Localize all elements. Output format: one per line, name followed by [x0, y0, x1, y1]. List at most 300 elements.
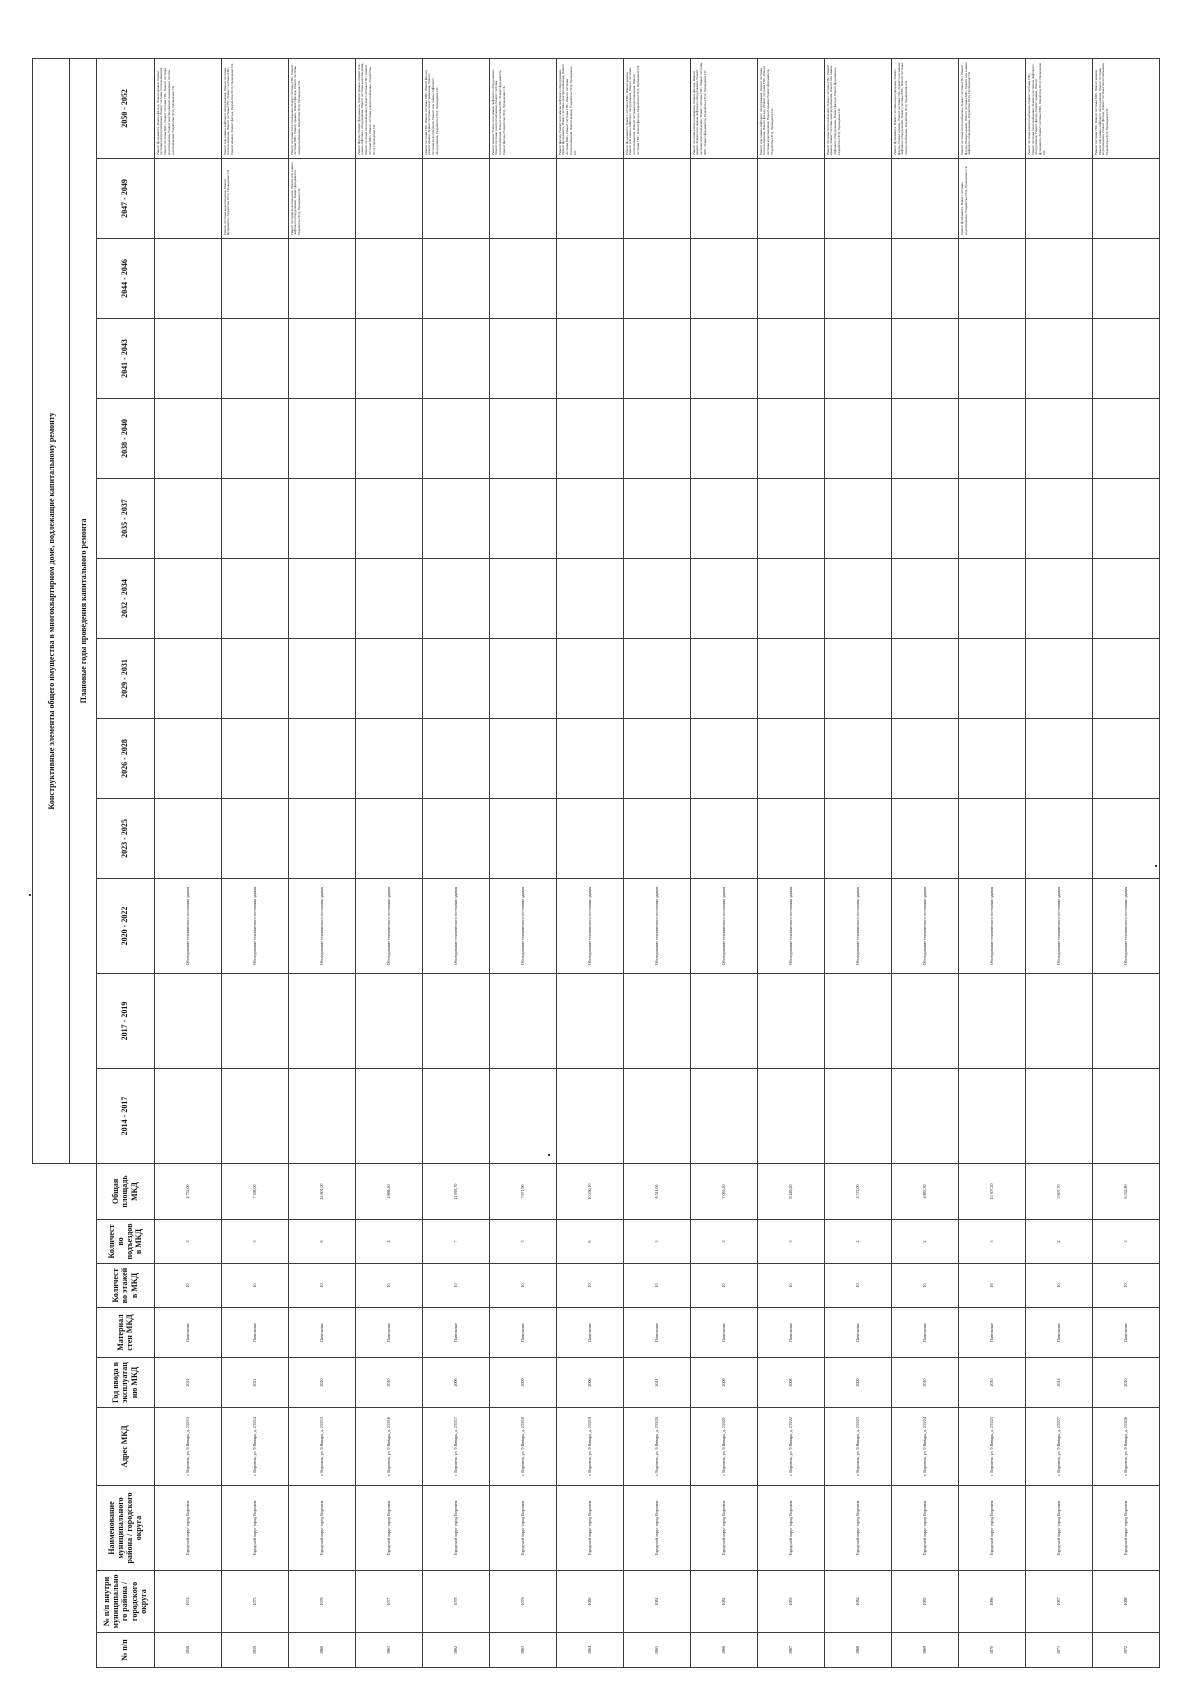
row-period-works: [690, 798, 757, 878]
row-period-works: [1025, 238, 1092, 318]
row-period-works: [355, 478, 422, 558]
row-year-built: 2010: [958, 1358, 1025, 1408]
row-entrances: 2: [1025, 1220, 1092, 1264]
row-address: г. Воронеж, ул. 9 Января, д. 233/15: [154, 1408, 221, 1486]
row-floors: 10: [355, 1264, 422, 1308]
column-header-number: № п/п: [96, 1633, 154, 1668]
row-period-works: [556, 638, 623, 718]
row-municipality: Городской округ город Воронеж: [623, 1486, 690, 1571]
row-period-works: [690, 638, 757, 718]
row-total-area: 4 868,20: [355, 1163, 422, 1219]
row-total-area: 11 693,70: [422, 1163, 489, 1219]
row-period-works: [623, 1068, 690, 1163]
row-period-works: [623, 638, 690, 718]
row-period-works: [1025, 318, 1092, 398]
row-period-works: [154, 238, 221, 318]
row-period-works: [757, 798, 824, 878]
column-header-period: 2029 - 2031: [96, 638, 154, 718]
row-period-works: [1025, 718, 1092, 798]
row-municipal-number: 1075: [221, 1571, 288, 1633]
row-period-works: [623, 798, 690, 878]
row-period-works: [1025, 398, 1092, 478]
row-period-works: [221, 558, 288, 638]
section-title: Конструктивные элементы общего имущества в многоквартирном доме, подлежащие капитальному ремонту: [33, 58, 70, 1163]
row-period-works: [221, 973, 288, 1068]
row-period-works: [556, 718, 623, 798]
column-header-period: 2041 - 2043: [96, 318, 154, 398]
row-total-area: 6 532,80: [1092, 1163, 1159, 1219]
row-total-area: 4 752,00: [154, 1163, 221, 1219]
rotated-document-page: [32, 62, 1160, 1668]
row-period-works: Обследование технического состояния здания: [757, 878, 824, 973]
row-period-works: [489, 158, 556, 238]
row-period-works: [489, 638, 556, 718]
row-period-works: [221, 638, 288, 718]
column-header-floors: Количество этажей в МКД: [96, 1264, 154, 1308]
row-period-works: Обследование технического состояния здания: [221, 878, 288, 973]
table-row: [288, 58, 355, 1667]
row-period-works: [422, 158, 489, 238]
row-period-works: [1092, 1068, 1159, 1163]
row-period-works: [690, 158, 757, 238]
row-period-works: [288, 973, 355, 1068]
row-period-works: Обследование технического состояния здания: [489, 878, 556, 973]
row-period-works: [154, 478, 221, 558]
row-year-built: 2006: [556, 1358, 623, 1408]
row-entrances: 6: [288, 1220, 355, 1264]
row-period-works: [1092, 973, 1159, 1068]
row-total-area: 8 449,20: [757, 1163, 824, 1219]
row-period-works: [556, 158, 623, 238]
row-period-works: Ремонт системы ГВС, Ремонт системы ХВС, Ремонт крыши, Ремонт или замена лифтового оборудования, Ремонт системы водоотведения, Ремонт фасада, Ремонт системы теплоснабжения, Разработка ПСД, Проведение СК: [1092, 58, 1159, 158]
column-header-period: 2050 - 2052: [96, 58, 154, 158]
row-period-works: [489, 478, 556, 558]
row-period-works: [422, 973, 489, 1068]
row-entrances: 3: [690, 1220, 757, 1264]
row-municipal-number: 1084: [824, 1571, 891, 1633]
row-period-works: [355, 238, 422, 318]
row-entrances: 3: [757, 1220, 824, 1264]
row-year-built: 2011: [221, 1358, 288, 1408]
row-municipality: Городской округ город Воронеж: [891, 1486, 958, 1571]
row-entrances: 3: [221, 1220, 288, 1264]
row-period-works: [1025, 638, 1092, 718]
row-period-works: Обследование технического состояния здания: [690, 878, 757, 973]
row-period-works: [288, 478, 355, 558]
row-number: 1860: [288, 1633, 355, 1668]
row-period-works: [154, 798, 221, 878]
row-period-works: [422, 318, 489, 398]
row-floors: 10: [891, 1264, 958, 1308]
column-header-period: 2032 - 2034: [96, 558, 154, 638]
row-floors: 10: [422, 1264, 489, 1308]
row-period-works: [891, 718, 958, 798]
row-period-works: [355, 158, 422, 238]
row-total-area: 5 607,70: [1025, 1163, 1092, 1219]
row-entrances: 4: [355, 1220, 422, 1264]
row-period-works: [556, 238, 623, 318]
row-floors: 10: [288, 1264, 355, 1308]
row-number: 1865: [623, 1633, 690, 1668]
column-header-period: 2026 - 2028: [96, 718, 154, 798]
row-period-works: [824, 478, 891, 558]
row-period-works: Ремонт системы электроснабжения, Ремонт системы ГВС, Ремонт системы теплоснабжения, Ремонт или замена лифтового оборудования, Ремонт фасада, Ремонт крыши, Ремонт фундамента, Ремонт системы ХВС, Разработка ПСД, Проведение СК: [1025, 58, 1092, 158]
row-period-works: [1025, 478, 1092, 558]
row-floors: 10: [1092, 1264, 1159, 1308]
row-wall-material: Панельные: [154, 1308, 221, 1358]
row-number: 1869: [891, 1633, 958, 1668]
row-entrances: 3: [623, 1220, 690, 1264]
row-entrances: 3: [154, 1220, 221, 1264]
row-period-works: [288, 238, 355, 318]
row-entrances: 2: [824, 1220, 891, 1264]
row-period-works: [891, 1068, 958, 1163]
row-period-works: [221, 1068, 288, 1163]
row-period-works: [1092, 558, 1159, 638]
row-period-works: [288, 638, 355, 718]
row-period-works: Обследование технического состояния здания: [556, 878, 623, 973]
row-number: 1868: [824, 1633, 891, 1668]
row-entrances: 3: [489, 1220, 556, 1264]
column-header-period: 2023 - 2025: [96, 798, 154, 878]
row-period-works: [355, 558, 422, 638]
row-number: 1872: [1092, 1633, 1159, 1668]
row-number: 1870: [958, 1633, 1025, 1668]
row-period-works: [824, 973, 891, 1068]
row-period-works: [757, 398, 824, 478]
column-header-period: 2035 - 2037: [96, 478, 154, 558]
table-row: [489, 58, 556, 1667]
row-period-works: [221, 238, 288, 318]
row-municipal-number: 1083: [757, 1571, 824, 1633]
row-floors: 10: [690, 1264, 757, 1308]
row-total-area: 10 290,10: [556, 1163, 623, 1219]
row-municipal-number: 1088: [1092, 1571, 1159, 1633]
row-period-works: [489, 238, 556, 318]
column-header-wall-material: Материал стен МКД: [96, 1308, 154, 1358]
row-address: г. Воронеж, ул. 9 Января, д. 233/13: [288, 1408, 355, 1486]
row-period-works: [1092, 638, 1159, 718]
row-period-works: [556, 798, 623, 878]
row-period-works: [891, 638, 958, 718]
row-period-works: [623, 398, 690, 478]
row-period-works: [891, 478, 958, 558]
row-period-works: [556, 398, 623, 478]
scan-speck: [548, 1154, 550, 1156]
row-total-area: 4 572,00: [824, 1163, 891, 1219]
table-row: [958, 58, 1025, 1667]
row-address: г. Воронеж, ул. 9 Января, д. 233/23: [824, 1408, 891, 1486]
row-wall-material: Панельные: [958, 1308, 1025, 1358]
row-year-built: 2006: [690, 1358, 757, 1408]
row-municipal-number: 1081: [623, 1571, 690, 1633]
column-header-period: 2044 - 2046: [96, 238, 154, 318]
row-period-works: [489, 718, 556, 798]
row-period-works: [1092, 158, 1159, 238]
row-period-works: [422, 238, 489, 318]
row-wall-material: Панельные: [757, 1308, 824, 1358]
row-period-works: [154, 638, 221, 718]
row-wall-material: Панельные: [355, 1308, 422, 1358]
table-row: [1025, 58, 1092, 1667]
row-municipality: Городской округ город Воронеж: [958, 1486, 1025, 1571]
row-period-works: [623, 973, 690, 1068]
plan-years-subtitle: Плановые годы проведения капитального ремонта: [70, 58, 96, 1163]
row-municipal-number: 1074: [154, 1571, 221, 1633]
row-total-area: 6 511,00: [623, 1163, 690, 1219]
row-address: г. Воронеж, ул. 9 Января, д. 233/26: [1092, 1408, 1159, 1486]
row-number: 1866: [690, 1633, 757, 1668]
row-period-works: [556, 478, 623, 558]
row-entrances: 7: [422, 1220, 489, 1264]
row-municipal-number: 1082: [690, 1571, 757, 1633]
row-period-works: [623, 238, 690, 318]
row-period-works: [154, 558, 221, 638]
row-year-built: 2010: [1092, 1358, 1159, 1408]
row-period-works: [422, 638, 489, 718]
row-period-works: [489, 558, 556, 638]
row-period-works: [1092, 318, 1159, 398]
row-period-works: [757, 973, 824, 1068]
row-period-works: [623, 478, 690, 558]
row-period-works: Ремонт системы электроснабжения, Ремонт фасада, Ремонт крыши, Ремонт или замена лифтового оборудования, Ремонт системы теплоснабжения, Ремонт системы ГВС, Ремонт системы ХВС, Ремонт фундамента, Разработка ПСД, Проведение СК: [690, 58, 757, 158]
row-municipality: Городской округ город Воронеж: [489, 1486, 556, 1571]
row-period-works: [690, 558, 757, 638]
row-period-works: Обследование технического состояния здания: [824, 878, 891, 973]
row-address: г. Воронеж, ул. 9 Января, д. 233/20: [623, 1408, 690, 1486]
row-total-area: 7 398,00: [221, 1163, 288, 1219]
row-period-works: [1025, 158, 1092, 238]
row-period-works: [690, 973, 757, 1068]
row-period-works: Обследование технического состояния здания: [422, 878, 489, 973]
row-municipality: Городской округ город Воронеж: [824, 1486, 891, 1571]
row-period-works: [958, 318, 1025, 398]
row-municipality: Городской округ город Воронеж: [690, 1486, 757, 1571]
row-period-works: [824, 718, 891, 798]
row-period-works: [556, 1068, 623, 1163]
row-period-works: [489, 1068, 556, 1163]
row-address: г. Воронеж, ул. 9 Января, д. 233/19: [556, 1408, 623, 1486]
row-period-works: Ремонт фундамента, Ремонт системы водоотведения, Разработка ПСД, Проведение СК: [958, 158, 1025, 238]
table-row: [556, 58, 623, 1667]
row-period-works: [958, 478, 1025, 558]
row-floors: 10: [154, 1264, 221, 1308]
row-entrances: 2: [891, 1220, 958, 1264]
row-period-works: [355, 1068, 422, 1163]
row-period-works: [958, 1068, 1025, 1163]
row-period-works: [1092, 398, 1159, 478]
row-period-works: Обследование технического состояния здания: [355, 878, 422, 973]
row-address: г. Воронеж, ул. 9 Января, д. 233/25: [958, 1408, 1025, 1486]
row-address: г. Воронеж, ул. 9 Января, д. 233/18: [489, 1408, 556, 1486]
row-period-works: Ремонт или замена лифтового оборудования, Ремонт системы теплоснабжения, Ремонт фасада, Ремонт системы ГВС, Ремонт системы водоотведения, Ремонт крыши, Ремонт фундамента, Разработка ПСД, Проведение СК: [757, 58, 824, 158]
row-floors: 10: [221, 1264, 288, 1308]
row-period-works: [556, 318, 623, 398]
table-row: [422, 58, 489, 1667]
column-header-total-area: Общая площадь МКД: [96, 1163, 154, 1219]
row-period-works: [489, 973, 556, 1068]
row-period-works: [489, 398, 556, 478]
column-header-period: 2038 - 2040: [96, 398, 154, 478]
row-period-works: [958, 398, 1025, 478]
row-number: 1859: [221, 1633, 288, 1668]
column-header-address: Адрес МКД: [96, 1408, 154, 1486]
row-floors: 10: [1025, 1264, 1092, 1308]
row-period-works: Ремонт фундамента, Ремонт фасада, Ремонт крыши, Ремонт системы электроснабжения, Ремонт системы теплоснабжения, Ремонт системы ХВС, Ремонт системы ГВС, Ремонт системы водоотведения, Ремонт внутридомовых инженерных систем газоснабжения, Разработка ПСД, Проведение СК: [154, 58, 221, 158]
row-period-works: [958, 638, 1025, 718]
row-period-works: [355, 398, 422, 478]
column-header-period: 2014 - 2017: [96, 1068, 154, 1163]
row-period-works: [355, 973, 422, 1068]
row-period-works: [958, 238, 1025, 318]
row-municipality: Городской округ город Воронеж: [154, 1486, 221, 1571]
row-total-area: 7 065,20: [690, 1163, 757, 1219]
column-header-municipality: Наименование муниципального района / городского округа: [96, 1486, 154, 1571]
row-floors: 10: [757, 1264, 824, 1308]
column-header-municipal-number: № п/п внутри муниципального района / городского округа: [96, 1571, 154, 1633]
table-row: [355, 58, 422, 1667]
row-period-works: [891, 398, 958, 478]
row-wall-material: Панельные: [556, 1308, 623, 1358]
row-municipal-number: 1077: [355, 1571, 422, 1633]
row-period-works: [757, 638, 824, 718]
row-period-works: [422, 718, 489, 798]
row-period-works: [154, 398, 221, 478]
row-year-built: 2010: [355, 1358, 422, 1408]
row-wall-material: Панельные: [288, 1308, 355, 1358]
row-period-works: [1025, 1068, 1092, 1163]
row-total-area: 7 671,90: [489, 1163, 556, 1219]
row-address: г. Воронеж, ул. 9 Января, д. 233/16: [355, 1408, 422, 1486]
row-year-built: 2010: [891, 1358, 958, 1408]
row-period-works: [891, 798, 958, 878]
row-address: г. Воронеж, ул. 9 Января, д. 233/21: [690, 1408, 757, 1486]
row-period-works: Обследование технического состояния здания: [891, 878, 958, 973]
row-floors: 10: [623, 1264, 690, 1308]
row-period-works: [1092, 238, 1159, 318]
row-municipal-number: 1076: [288, 1571, 355, 1633]
row-wall-material: Панельные: [1025, 1308, 1092, 1358]
row-period-works: [154, 718, 221, 798]
row-period-works: [824, 798, 891, 878]
row-period-works: [757, 238, 824, 318]
row-period-works: Ремонт системы ГВС, Ремонт системы ХВС, Ремонт фасада, Ремонт крыши, Ремонт системы теплоснабжения, Ремонт системы водоотведения, Ремонт или замена лифтового оборудования, Разработка ПСД, Проведение СК: [422, 58, 489, 158]
row-year-built: 2010: [288, 1358, 355, 1408]
row-period-works: [154, 158, 221, 238]
row-period-works: Обследование технического состояния здания: [958, 878, 1025, 973]
row-period-works: [824, 1068, 891, 1163]
row-address: г. Воронеж, ул. 9 Января, д. 233/17: [422, 1408, 489, 1486]
row-period-works: Обследование технического состояния здания: [1092, 878, 1159, 973]
row-year-built: 2011: [154, 1358, 221, 1408]
row-period-works: [891, 318, 958, 398]
row-period-works: Обследование технического состояния здания: [154, 878, 221, 973]
column-header-period: 2017 - 2019: [96, 973, 154, 1068]
capital-repair-table: [32, 58, 1160, 1668]
row-entrances: 3: [958, 1220, 1025, 1264]
row-period-works: [824, 398, 891, 478]
row-total-area: 4 883,30: [891, 1163, 958, 1219]
row-period-works: [690, 478, 757, 558]
row-year-built: 2006: [422, 1358, 489, 1408]
row-period-works: [221, 798, 288, 878]
row-period-works: [288, 718, 355, 798]
row-period-works: [757, 558, 824, 638]
row-number: 1861: [355, 1633, 422, 1668]
row-period-works: [958, 558, 1025, 638]
row-municipality: Городской округ город Воронеж: [1092, 1486, 1159, 1571]
row-period-works: [556, 973, 623, 1068]
row-period-works: [422, 398, 489, 478]
row-period-works: [757, 718, 824, 798]
row-period-works: [288, 558, 355, 638]
row-period-works: Ремонт системы теплоснабжения, Ремонт системы ГВС, Ремонт крыши, Ремонт системы электроснабжения, Ремонт или замена лифтового оборудования, Ремонт фасада, Ремонт фундамента, Разработка ПСД, Проведение СК: [824, 58, 891, 158]
row-municipal-number: 1078: [422, 1571, 489, 1633]
scan-speck: [1155, 865, 1157, 867]
row-period-works: Ремонт или замена лифтового оборудования, Ремонт системы теплоснабжения, Ремонт системы ГВС, Ремонт системы ХВС, Ремонт крыши, Ремонт фасада, Разработка ПСД, Проведение СК: [221, 58, 288, 158]
row-period-works: [757, 1068, 824, 1163]
row-period-works: [824, 558, 891, 638]
row-period-works: [422, 558, 489, 638]
row-number: 1863: [489, 1633, 556, 1668]
row-period-works: [958, 718, 1025, 798]
row-period-works: [690, 318, 757, 398]
row-period-works: Обследование технического состояния здания: [623, 878, 690, 973]
row-period-works: [1092, 718, 1159, 798]
row-floors: 10: [556, 1264, 623, 1308]
row-period-works: [690, 398, 757, 478]
row-floors: 10: [489, 1264, 556, 1308]
row-number: 1864: [556, 1633, 623, 1668]
row-period-works: Обследование технического состояния здания: [288, 878, 355, 973]
row-period-works: [489, 798, 556, 878]
row-entrances: 3: [1092, 1220, 1159, 1264]
row-address: г. Воронеж, ул. 9 Января, д. 233/24: [891, 1408, 958, 1486]
row-wall-material: Панельные: [824, 1308, 891, 1358]
row-municipality: Городской округ город Воронеж: [288, 1486, 355, 1571]
column-header-period: 2020 - 2022: [96, 878, 154, 973]
row-year-built: 2009: [824, 1358, 891, 1408]
row-period-works: [221, 478, 288, 558]
row-period-works: [824, 318, 891, 398]
row-period-works: Ремонт системы теплоснабжения, Ремонт системы ГВС, Ремонт системы ХВС, Ремонт крыши, Ремонт фасада, Ремонт системы электроснабжения, Разработка ПСД, Проведение СК: [288, 58, 355, 158]
row-year-built: 2009: [489, 1358, 556, 1408]
table-row: [757, 58, 824, 1667]
row-entrances: 6: [556, 1220, 623, 1264]
row-period-works: [690, 1068, 757, 1163]
row-period-works: Ремонт фасада, Ремонт или замена лифтового оборудования, Ремонт фундамента, Ремонт системы электроснабжения, Ремонт системы ХВС, Ремонт системы ГВС, Ремонт системы теплоснабжения, Ремонт крыши, Разработка ПСД, Проведение СК: [556, 58, 623, 158]
row-municipality: Городской округ город Воронеж: [757, 1486, 824, 1571]
row-number: 1862: [422, 1633, 489, 1668]
row-municipal-number: 1087: [1025, 1571, 1092, 1633]
row-period-works: [355, 638, 422, 718]
row-period-works: [891, 158, 958, 238]
row-period-works: Ремонт крыши, Ремонт или замена лифтового оборудования, Ремонт системы электроснабжения, Ремонт системы теплоснабжения, Ремонт системы ГВС, Ремонт фундамента, Ремонт фасада, Разработка ПСД, Проведение СК: [489, 58, 556, 158]
table-row: [1092, 58, 1159, 1667]
row-period-works: [757, 318, 824, 398]
row-period-works: [958, 973, 1025, 1068]
row-period-works: [623, 158, 690, 238]
row-wall-material: Панельные: [891, 1308, 958, 1358]
row-total-area: 12 801,00: [288, 1163, 355, 1219]
row-period-works: [891, 973, 958, 1068]
table-row: [154, 58, 221, 1667]
row-period-works: [489, 318, 556, 398]
row-municipality: Городской округ город Воронеж: [1025, 1486, 1092, 1571]
row-municipal-number: 1079: [489, 1571, 556, 1633]
row-period-works: [154, 1068, 221, 1163]
row-period-works: [288, 318, 355, 398]
